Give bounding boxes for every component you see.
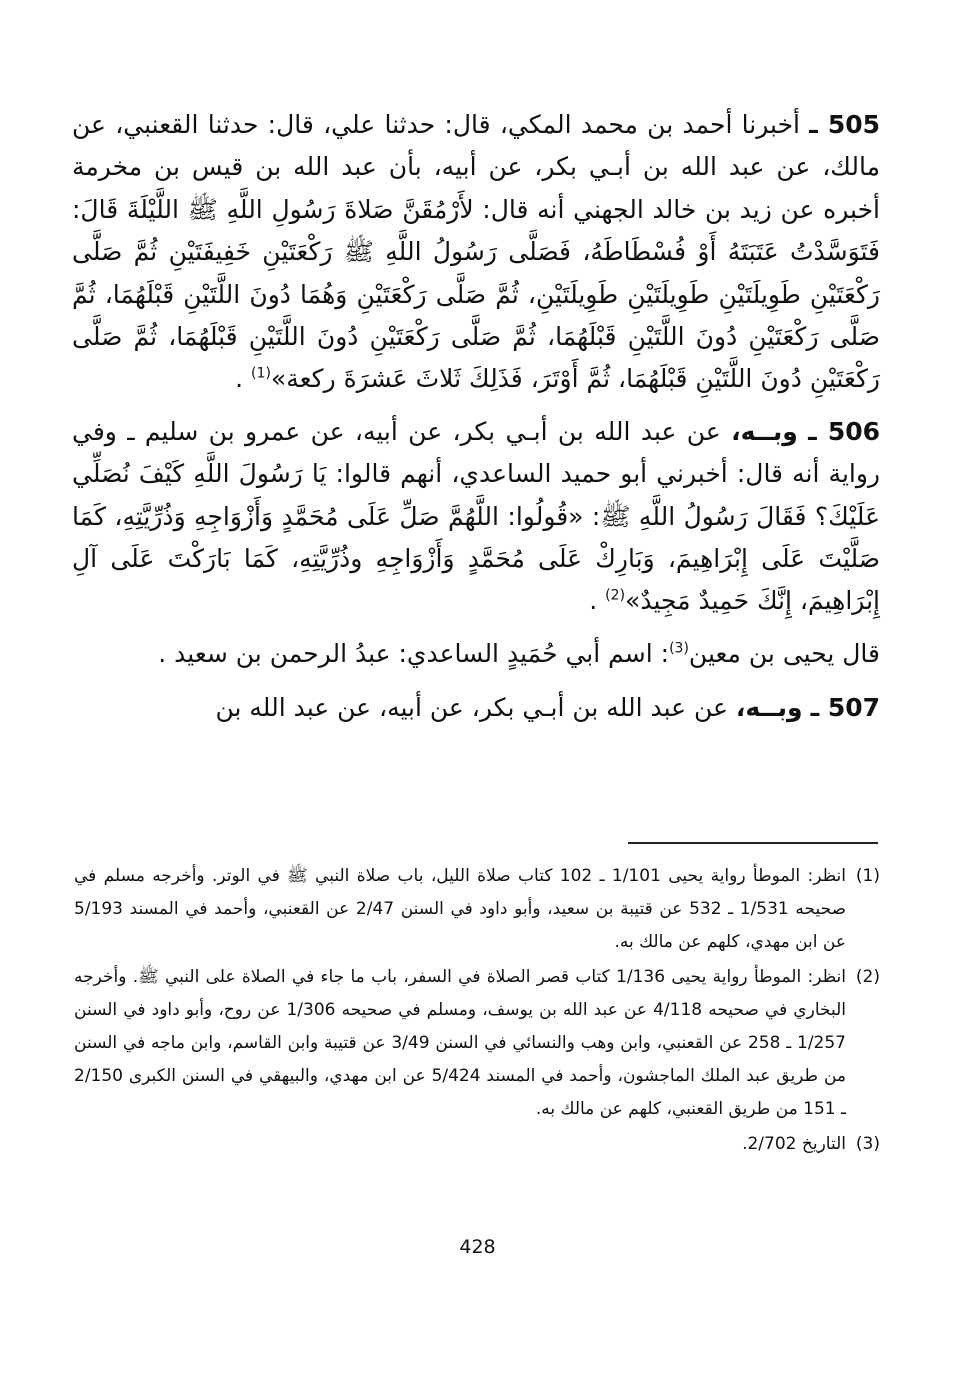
footnote-item [74, 961, 880, 1126]
hadith-507 [72, 687, 880, 729]
main-text [72, 104, 880, 740]
hadith-506 [72, 411, 880, 623]
footnote-item [74, 1128, 880, 1161]
hadith-lead: وبــه، [735, 693, 803, 723]
footnote-text: انظر: الموطأ رواية يحيى 1/101 ـ 102 كتاب صلاة الليل، باب صلاة النبي ﷺ في الوتر. وأخرجه مسلم في صحيحه 1/531 ـ 532 عن قتيبة بن سعيد، وأبو داود في السنن 2/47 عن القعنبي، وأحمد في المسند 5/193 عن ابن مهدي، كلهم عن مالك به. [74, 866, 847, 952]
sentence-end: . [235, 364, 244, 394]
hadith-number: 507 ـ [810, 693, 880, 723]
footnote-number: (3) [855, 1134, 880, 1154]
hadith-text: أخبرنا أحمد بن محمد المكي، قال: حدثنا علي، قال: حدثنا القعنبي، عن مالك، عن عبد الله بن أبـي بكر، عن أبيه، بأن عبد الله بن قيس بن مخرمة أخبره عن زيد بن خالد الجهني أنه قال: لأَرْمُقَنَّ صَلاةَ رَسُولِ اللَّهِ ﷺ اللَّيْلَةَ قَالَ: فَتَوَسَّدْتُ عَتَبَتَهُ أَوْ فُسْطَاطَهُ، فَصَلَّى رَسُولُ اللَّهِ ﷺ رَكْعَتَيْنِ خَفِيفَتَيْنِ ثُمَّ صَلَّى رَكْعَتَيْنِ طَوِيلَتَيْنِ طَوِيلَتَيْنِ طَوِيلَتَيْنِ، ثُمَّ صَلَّى رَكْعَتَيْنِ وَهُمَا دُونَ اللَّتَيْنِ قَبْلَهُمَا، ثُمَّ صَلَّى رَكْعَتَيْنِ دُونَ اللَّتَيْنِ قَبْلَهُمَا، ثُمَّ صَلَّى رَكْعَتَيْنِ دُونَ اللَّتَيْنِ قَبْلَهُمَا، ثُمَّ صَلَّى رَكْعَتَيْنِ دُونَ اللَّتَيْنِ قَبْلَهُمَا، ثُمَّ أَوْتَرَ، فَذَلِكَ ثَلاثَ عَشرَةَ ركعة» [72, 110, 880, 394]
narrator-note-before: قال يحيى بن معين [688, 638, 880, 668]
footnote-ref: (2) [605, 588, 626, 605]
footnote-ref: (3) [669, 640, 689, 657]
footnote-divider [628, 842, 878, 844]
footnote-text: التاريخ 2/702. [742, 1134, 846, 1154]
sentence-end: . [589, 586, 598, 616]
footnote-text: انظر: الموطأ رواية يحيى 1/136 كتاب قصر الصلاة في السفر، باب ما جاء في الصلاة على النبي ﷺ. وأخرجه البخاري في صحيحه 4/118 عن عبد الله بن يوسف، ومسلم في صحيحه 1/306 عن روح، وأبو داود في السنن 1/257 ـ 258 عن القعنبي، وابن وهب والنسائي في السنن 3/49 عن قتيبة وابن القاسم، وابن ماجه في السنن من طريق عبد الملك الماجشون، وأحمد في المسند 5/424 عن ابن مهدي، والبيهقي في السنن الكبرى 2/150 ـ 151 من طريق القعنبي، كلهم عن مالك به. [74, 967, 847, 1119]
hadith-text: عن عبد الله بن أبـي بكر، عن أبيه، عن عمرو بن سليم ـ وفي رواية أنه قال: أخبرني أبو حميد الساعدي، أنهم قالوا: يَا رَسُولَ اللَّهِ كَيْفَ نُصَلِّي عَلَيْكَ؟ فَقَالَ رَسُولُ اللَّهِ ﷺ: «قُولُوا: اللَّهُمَّ صَلِّ عَلَى مُحَمَّدٍ وَأَزْوَاجِهِ وَذُرِّيَّتِهِ، كَمَا صَلَّيْتَ عَلَى إِبْرَاهِيمَ، وَبَارِكْ عَلَى مُحَمَّدٍ وَأَزْوَاجِهِ وذُرِّيَّتِهِ، كَمَا بَارَكْتَ عَلَى آلِ إِبْرَاهِيمَ، إِنَّكَ حَمِيدٌ مَجِيدٌ» [72, 416, 880, 616]
hadith-number: 506 ـ [808, 416, 880, 446]
page-number: 428 [459, 1236, 496, 1258]
hadith-number: 505 ـ [809, 110, 880, 139]
hadith-505 [72, 104, 880, 401]
footnote-item [74, 860, 880, 959]
hadith-lead: وبــه، [731, 416, 798, 446]
footnote-number: (2) [855, 967, 880, 987]
hadith-text: عن عبد الله بن أبـي بكر، عن أبيه، عن عبد الله بن [215, 693, 728, 723]
footnotes [74, 860, 880, 1163]
narrator-note [72, 633, 880, 675]
footnote-ref: (1) [251, 366, 271, 383]
narrator-note-after: : اسم أبي حُمَيدٍ الساعدي: عبدُ الرحمن بن سعيد . [158, 638, 670, 668]
footnote-number: (1) [855, 866, 880, 886]
